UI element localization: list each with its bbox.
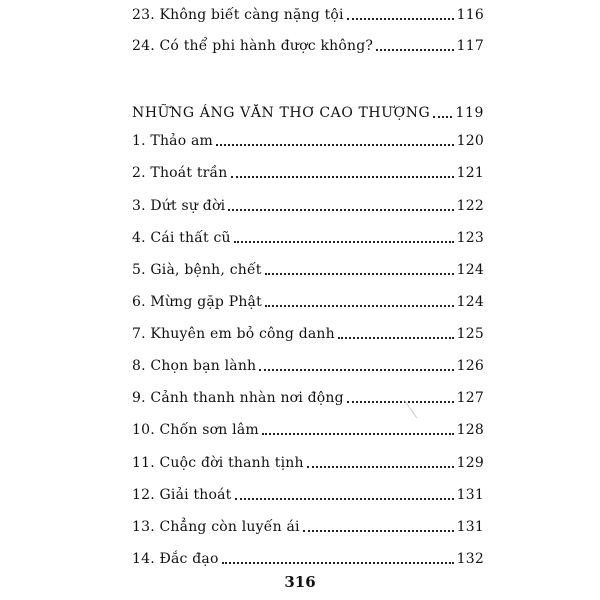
toc-entry-23 <box>132 2 484 24</box>
dot-leader <box>376 49 454 51</box>
toc-entry-page: 131 <box>456 487 484 503</box>
toc-entry-title: 12. Giải thoát <box>132 487 232 503</box>
toc-entry-page: 120 <box>456 133 484 149</box>
dot-leader <box>216 144 454 146</box>
dot-leader <box>262 433 454 435</box>
dot-leader <box>235 498 454 500</box>
section-heading-page: 119 <box>455 105 484 121</box>
toc-entry-page: 122 <box>456 198 484 214</box>
toc-entry <box>132 225 484 247</box>
dot-leader <box>433 116 452 118</box>
toc-entry <box>132 160 484 182</box>
toc-entry-page: 117 <box>456 38 484 54</box>
toc-entry <box>132 482 484 504</box>
toc-entry <box>132 546 484 568</box>
toc-entry-page: 131 <box>456 519 484 535</box>
toc-entry <box>132 128 484 150</box>
toc-entry-title: 13. Chẳng còn luyến ái <box>132 519 300 535</box>
toc-entry <box>132 289 484 311</box>
toc-entry-page: 116 <box>456 7 484 23</box>
toc-entry <box>132 353 484 375</box>
toc-entry-title: 8. Chọn bạn lành <box>132 358 257 374</box>
dot-leader <box>338 337 454 339</box>
toc-entry-title: 24. Có thể phi hành được không? <box>132 38 374 54</box>
section-heading-title: NHỮNG ÁNG VĂN THƠ CAO THƯỢNG <box>132 105 431 121</box>
toc-entry <box>132 321 484 343</box>
toc-entry-title: 3. Dứt sự đời <box>132 198 226 214</box>
toc-entry-title: 7. Khuyên em bỏ công danh <box>132 326 335 342</box>
dot-leader <box>259 369 453 371</box>
page-number: 316 <box>284 573 316 591</box>
toc-entry-title: 23. Không biết càng nặng tội <box>132 7 344 23</box>
toc-entry-title: 1. Thảo am <box>132 133 214 149</box>
toc-entry <box>132 514 484 536</box>
toc-entry <box>132 193 484 215</box>
toc-entry <box>132 385 484 407</box>
dot-leader <box>234 241 454 243</box>
toc-entry-title: 6. Mừng gặp Phật <box>132 294 262 310</box>
section-heading <box>132 98 484 122</box>
toc-entry-page: 129 <box>456 455 484 471</box>
toc-entry <box>132 450 484 472</box>
toc-entry-page: 127 <box>456 390 484 406</box>
dot-leader <box>307 466 454 468</box>
toc-entry-page: 132 <box>456 551 484 567</box>
toc-entry-title: 9. Cảnh thanh nhàn nơi động <box>132 390 344 406</box>
toc-entry-page: 128 <box>456 422 484 438</box>
dot-leader <box>231 176 454 178</box>
dot-leader <box>303 530 454 532</box>
toc-entry <box>132 257 484 279</box>
toc-entry-page: 121 <box>456 165 484 181</box>
dot-leader <box>347 401 454 403</box>
toc-entry-page: 124 <box>456 262 484 278</box>
dot-leader <box>228 209 453 211</box>
toc-entry-title: 14. Đắc đạo <box>132 551 219 567</box>
toc-entry-24 <box>132 33 484 55</box>
dot-leader <box>347 18 454 20</box>
dot-leader <box>265 305 454 307</box>
dot-leader <box>222 562 454 564</box>
dot-leader <box>265 273 454 275</box>
toc-entry-page: 125 <box>456 326 484 342</box>
toc-entry-page: 123 <box>456 230 484 246</box>
toc-entry-title: 4. Cái thất cũ <box>132 230 231 246</box>
toc-entry <box>132 417 484 439</box>
toc-entry-title: 11. Cuộc đời thanh tịnh <box>132 455 304 471</box>
toc-entry-title: 2. Thoát trần <box>132 165 228 181</box>
toc-entry-page: 126 <box>456 358 484 374</box>
toc-entry-page: 124 <box>456 294 484 310</box>
toc-entry-title: 5. Già, bệnh, chết <box>132 262 262 278</box>
toc-entry-title: 10. Chốn sơn lâm <box>132 422 259 438</box>
